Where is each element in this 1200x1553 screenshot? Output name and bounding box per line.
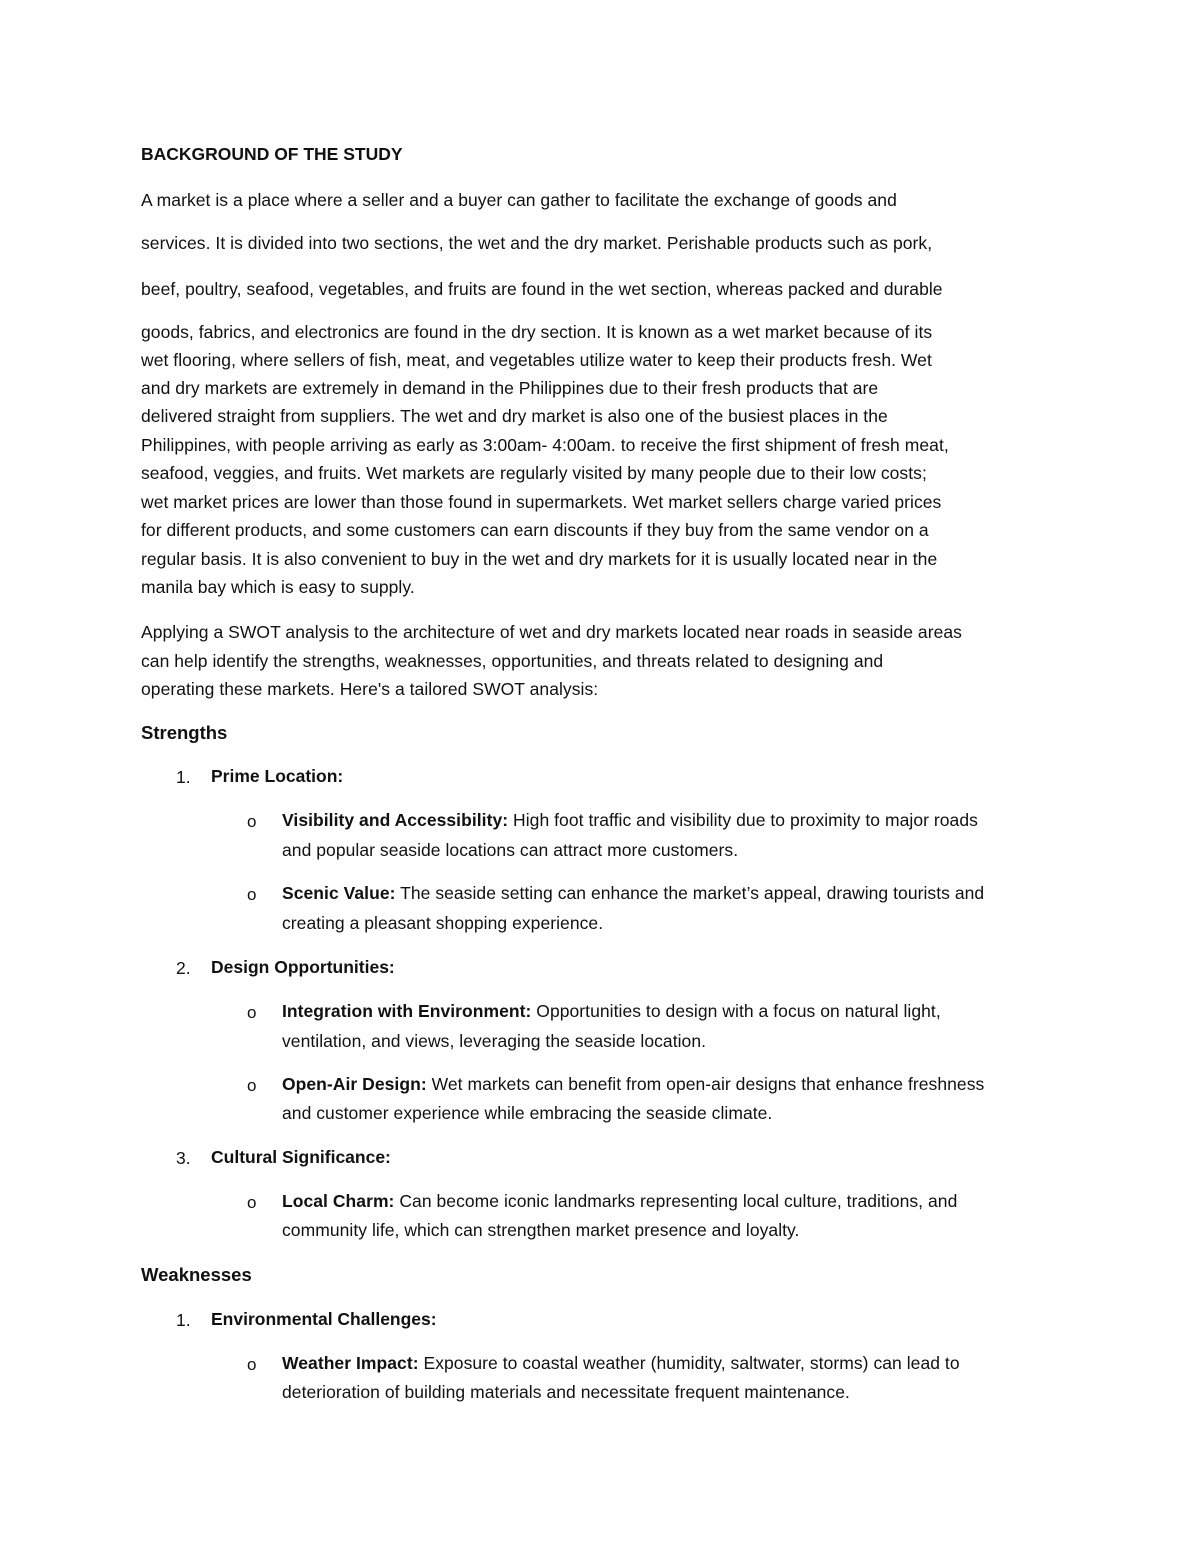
sub-item-text: The seaside setting can enhance the market’s appeal, drawing tourists and <box>395 883 985 903</box>
sub-item <box>282 1353 960 1374</box>
sub-item-label: Visibility and Accessibility: <box>282 810 509 830</box>
swot-intro-line: can help identify the strengths, weaknesses, opportunities, and threats related to designing and <box>141 651 884 671</box>
bullet-marker: o <box>247 1193 257 1212</box>
bullet-marker: o <box>247 1355 257 1374</box>
list-item-title: Design Opportunities: <box>211 957 395 977</box>
intro-line: and dry markets are extremely in demand in the Philippines due to their fresh products that are <box>141 378 879 398</box>
section-heading-strengths: Strengths <box>141 722 228 743</box>
intro-line: beef, poultry, seafood, vegetables, and fruits are found in the wet section, whereas packed and durable <box>141 279 943 299</box>
list-number: 1. <box>176 1310 191 1330</box>
bullet-marker: o <box>247 885 257 904</box>
sub-item-label: Integration with Environment: <box>282 1001 532 1021</box>
sub-item-text: High foot traffic and visibility due to proximity to major roads <box>508 810 978 830</box>
intro-line: goods, fabrics, and electronics are found in the dry section. It is known as a wet market because of its <box>141 322 933 342</box>
sub-item-continuation: community life, which can strengthen market presence and loyalty. <box>282 1220 800 1240</box>
sub-item <box>282 1191 957 1212</box>
list-number: 2. <box>176 958 191 978</box>
intro-line: manila bay which is easy to supply. <box>141 577 415 597</box>
sub-item-text: Wet markets can benefit from open-air designs that enhance freshness <box>426 1074 985 1094</box>
sub-item <box>282 810 978 831</box>
intro-line: services. It is divided into two sections, the wet and the dry market. Perishable products such as pork, <box>141 233 933 253</box>
sub-item-continuation: deterioration of building materials and necessitate frequent maintenance. <box>282 1382 850 1402</box>
sub-item-continuation: ventilation, and views, leveraging the seaside location. <box>282 1031 707 1051</box>
intro-line: Philippines, with people arriving as early as 3:00am- 4:00am. to receive the first shipment of fresh meat, <box>141 435 949 455</box>
section-heading-weaknesses: Weaknesses <box>141 1264 252 1285</box>
bullet-marker: o <box>247 1003 257 1022</box>
sub-item <box>282 883 984 904</box>
sub-item-continuation: and customer experience while embracing the seaside climate. <box>282 1103 773 1123</box>
swot-intro-line: Applying a SWOT analysis to the architecture of wet and dry markets located near roads in seaside areas <box>141 622 962 642</box>
intro-line: wet flooring, where sellers of fish, meat, and vegetables utilize water to keep their products fresh. Wet <box>141 350 932 370</box>
intro-line: wet market prices are lower than those found in supermarkets. Wet market sellers charge varied prices <box>141 492 942 512</box>
intro-line: for different products, and some customers can earn discounts if they buy from the same vendor on a <box>141 520 929 540</box>
swot-intro-line: operating these markets. Here's a tailored SWOT analysis: <box>141 679 599 699</box>
sub-item-continuation: and popular seaside locations can attract more customers. <box>282 840 739 860</box>
list-number: 3. <box>176 1148 191 1168</box>
sub-item-label: Open-Air Design: <box>282 1074 427 1094</box>
bullet-marker: o <box>247 1076 257 1095</box>
intro-line: regular basis. It is also convenient to buy in the wet and dry markets for it is usually located near in the <box>141 549 938 569</box>
sub-item <box>282 1001 941 1022</box>
sub-item-continuation: creating a pleasant shopping experience. <box>282 913 604 933</box>
intro-line: seafood, veggies, and fruits. Wet markets are regularly visited by many people due to their low costs; <box>141 463 927 483</box>
list-item-title: Cultural Significance: <box>211 1147 391 1167</box>
sub-item-text: Exposure to coastal weather (humidity, saltwater, storms) can lead to <box>418 1353 960 1373</box>
sub-item <box>282 1074 984 1095</box>
list-item-title: Environmental Challenges: <box>211 1309 437 1329</box>
sub-item-label: Weather Impact: <box>282 1353 419 1373</box>
page-title: BACKGROUND OF THE STUDY <box>141 144 403 164</box>
list-item-title: Prime Location: <box>211 766 344 786</box>
intro-line: A market is a place where a seller and a buyer can gather to facilitate the exchange of goods and <box>141 190 897 210</box>
sub-item-text: Can become iconic landmarks representing local culture, traditions, and <box>394 1191 958 1211</box>
list-number: 1. <box>176 767 191 787</box>
intro-line: delivered straight from suppliers. The wet and dry market is also one of the busiest places in the <box>141 406 888 426</box>
sub-item-text: Opportunities to design with a focus on natural light, <box>531 1001 941 1021</box>
sub-item-label: Scenic Value: <box>282 883 396 903</box>
sub-item-label: Local Charm: <box>282 1191 395 1211</box>
bullet-marker: o <box>247 812 257 831</box>
